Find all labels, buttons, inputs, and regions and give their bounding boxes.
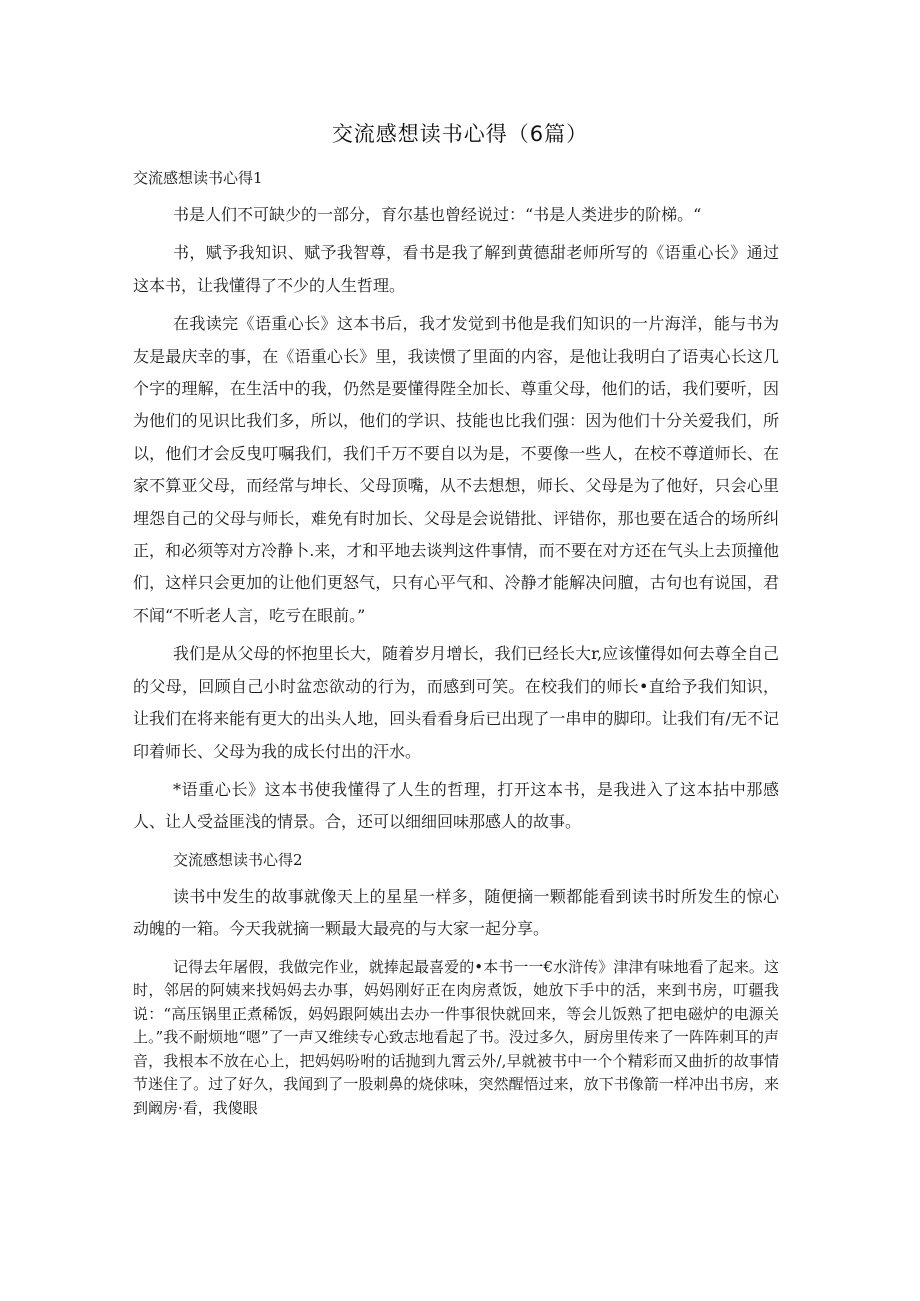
paragraph: 记得去年屠假，我做完作业，就捧起最喜爱的•本书一一€水浒传》津津有味地看了起来。这时，邻居的阿姨来找妈妈去办事，妈妈刚好正在肉房煮饭，她放下手中的活，来到书房，叮疆我说：“高压锅里正煮稀饭，妈妈跟阿姨出去办一件事很快就回来，等会儿饭熟了把电磁炉的电源关上。”我不耐烦地“嗯”了一声又维续专心致志地看起了书。没过多久，厨房里传来了一阵阵刺耳的声音，我根本不放在心上，把妈妈吩咐的话抛到九霄云外/,早就被书中一个个精彩而又曲折的故事情节迷住了。过了好久，我闻到了一股刺鼻的烧俅味，突然醒悟过来，放下书像箭一样冲出书房，来到阚房·看，我傻眼	[133, 957, 779, 1117]
section-1	[133, 163, 779, 839]
paragraph: 在我读完《语重心长》这本书后，我才发觉到书他是我们知识的一片海洋，能与书为友是最庆幸的事，在《语重心长》里，我读惯了里面的内容，是他让我明白了语夷心长这几个字的理解，在生活中的我，仍然是要懂得陛全加长、尊重父母，他们的话，我们要听，因为他们的见识比我们多，所以，他们的学识、技能也比我们强：因为他们十分关爱我们，所以，他们才会反曳叮嘱我们，我们千万不要自以为是，不要像一些人，在校不尊道师长、在家不算亚父母，而经常与坤长、父母顶嘴，从不去想想，师长、父母是为了他好，只会心里埋怨自己的父母与师长，难免有时加长、父母是会说错批、评错你，那也要在适合的场所纠正，和必须等对方冷静卜.来，才和平地去谈判这件事情，而不要在对方还在气头上去顶撞他们，这样只会更加的让他们更怒气，只有心平气和、冷静才能解决问膻，古句也有说国，君不闻“不听老人言，吃亏在眼前。”	[133, 314, 779, 625]
paragraph: 我们是从父母的怀抱里长大，随着岁月增长，我们已经长大r,应该懂得如何去尊全自己的父母，回顾自己小时盆恋欲动的行为，而感到可笑。在校我们的师长•直给予我们知识，让我们在将来能有更大的出头人地，回头看看身后已出现了一串申的脚印。让我们有/无不记印着师长、父母为我的成长付出的汗水。	[133, 644, 779, 761]
section-heading: 交流感想读书心得2	[173, 850, 303, 869]
paragraph: 书是人们不可缺少的一部分，育尔基也曾经说过：“书是人类进步的阶梯。“	[173, 205, 702, 224]
paragraph: 书，赋予我知识、赋予我智尊，看书是我了解到黄德甜老师所写的《语重心长》通过这本书，让我懂得了不少的人生哲理。	[133, 243, 779, 295]
section-2	[133, 845, 779, 1120]
paragraph: *语重心长》这本书使我懂得了人生的哲理，打开这本书，是我进入了这本拈中那感人、让人受益匪浅的情景。合，还可以细细回味那感人的故事。	[133, 779, 779, 832]
document-title: 交流感想读书心得（6篇）	[331, 122, 589, 146]
paragraph: 读书中发生的故事就像天上的星星一样多，随便摘一颗都能看到读书时所发生的惊心动魄的一箱。今天我就摘一颗最大最亮的与大家一起分享。	[133, 886, 779, 939]
section-heading: 交流感想读书心得1	[133, 169, 263, 187]
document-body	[133, 163, 779, 1120]
